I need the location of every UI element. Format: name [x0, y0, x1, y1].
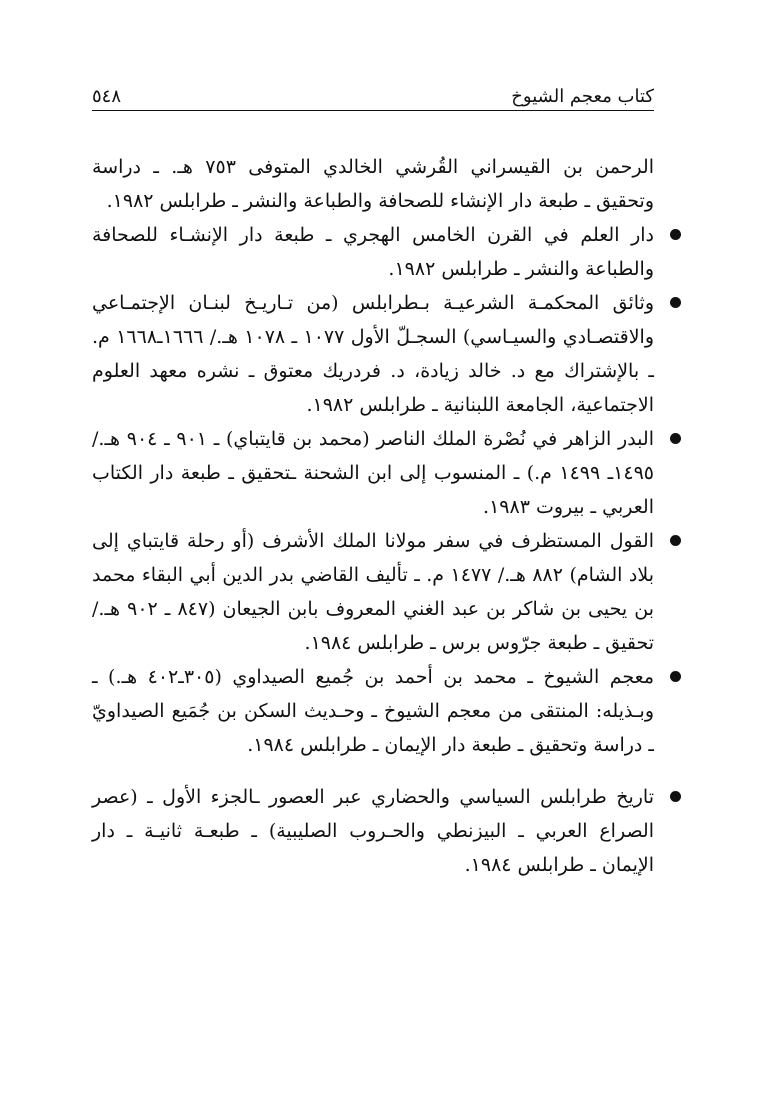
continuation-paragraph: الرحمن بن القيسراني القُرشي الخالدي المتوفى ٧٥٣ هـ. ـ دراسة وتحقيق ـ طبعة دار الإنشاء للصحافة والطباعة والنشر ـ طرابلس ١٩٨٢.: [92, 156, 654, 212]
list-item: [92, 780, 654, 882]
bullet-icon: [670, 671, 681, 682]
list-item-text: وثائق المحكمـة الشرعيـة بـطرابلس (من تـاريـخ لبنـان الإجتمـاعي والاقتصـادي والسيـاسي) السجـلّ الأول ١٠٧٧ ـ ١٠٧٨ هـ./ ١٦٦٦ـ١٦٦٨ م. ـ بالإشتراك مع د. خالد زيادة، د. فردريك معتوق ـ نشره معهد العلوم الاجتماعية، الجامعة اللبنانية ـ طرابلس ١٩٨٢.: [92, 292, 654, 416]
bullet-icon: [670, 433, 681, 444]
running-header: [92, 82, 654, 111]
list-item: [92, 660, 654, 762]
bullet-icon: [670, 229, 681, 240]
list-item: [92, 286, 654, 422]
list-item-text: تاريخ طرابلس السياسي والحضاري عبر العصور ـالجزء الأول ـ (عصر الصراع العربي ـ البيزنطي والحـروب الصليبية) ـ طبعـة ثانيـة ـ دار الإيمان ـ طرابلس ١٩٨٤.: [92, 786, 654, 876]
list-item: [92, 218, 654, 286]
bibliography-list: [92, 218, 654, 882]
book-title: كتاب معجم الشيوخ: [511, 86, 654, 107]
list-item: [92, 524, 654, 660]
bullet-icon: [670, 297, 681, 308]
list-item-text: دار العلم في القرن الخامس الهجري ـ طبعة دار الإنشـاء للصحافة والطباعة والنشر ـ طرابلس ١٩٨٢.: [92, 224, 654, 280]
page-body: [92, 150, 654, 882]
list-item: [92, 422, 654, 524]
list-item-text: البدر الزاهر في نُصْرة الملك الناصر (محمد بن قايتباي) ـ ٩٠١ ـ ٩٠٤ هـ./ ١٤٩٥ـ ١٤٩٩ م.) ـ المنسوب إلى ابن الشحنة ـتحقيق ـ طبعة دار الكتاب العربي ـ بيروت ١٩٨٣.: [92, 428, 654, 518]
bullet-icon: [670, 535, 681, 546]
bullet-icon: [670, 791, 681, 802]
list-item-text: معجم الشيوخ ـ محمد بن أحمد بن جُميع الصيداوي (٣٠٥ـ٤٠٢ هـ.) ـ وبـذيله: المنتقى من معجم الشيوخ ـ وحـديث السكن بن جُمَيع الصيداويّ ـ دراسة وتحقيق ـ طبعة دار الإيمان ـ طرابلس ١٩٨٤.: [92, 666, 654, 756]
page-number: ٥٤٨: [92, 86, 122, 107]
list-item-text: القول المستظرف في سفر مولانا الملك الأشرف (أو رحلة قايتباي إلى بلاد الشام) ٨٨٢ هـ./ ١٤٧٧ م. ـ تأليف القاضي بدر الدين أبي البقاء محمد بن يحيى بن شاكر بن عبد الغني المعروف بابن الجيعان (٨٤٧ ـ ٩٠٢ هـ./ تحقيق ـ طبعة جرّوس برس ـ طرابلس ١٩٨٤.: [92, 530, 654, 654]
